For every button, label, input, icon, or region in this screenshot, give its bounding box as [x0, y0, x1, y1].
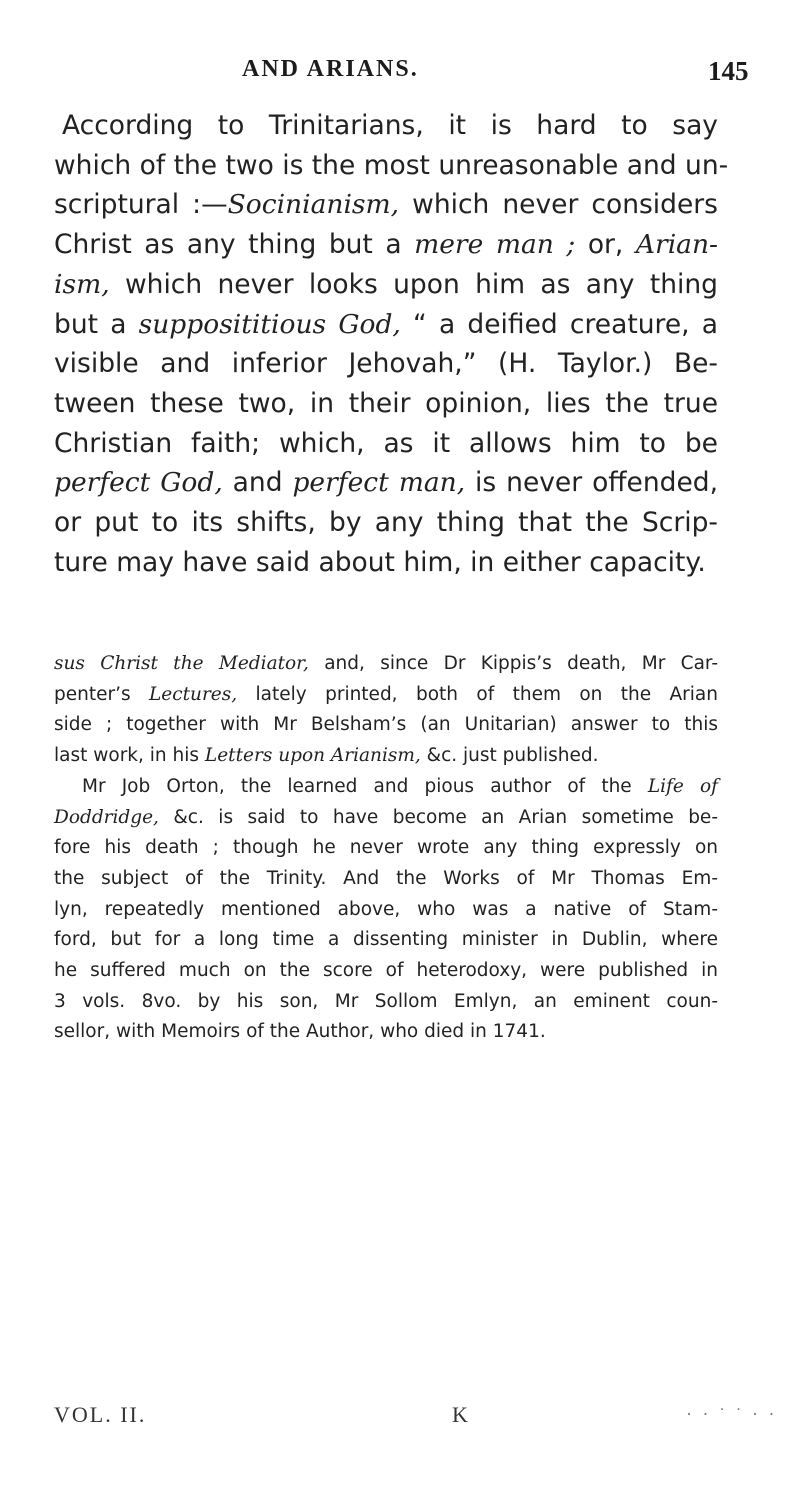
printer-marks: · · ˙ ˙ · · [686, 1404, 778, 1424]
footnote-line: last work, in his Letters upon Arianism, &c. just published. [54, 745, 599, 767]
footnote-line: Doddridge, &c. is said to have become an Arian sometime be- [54, 806, 718, 828]
running-title: AND ARIANS. [242, 56, 419, 82]
footnote-line: he suffered much on the score of heterodoxy, were published in [54, 960, 718, 982]
footnote-line: ford, but for a long time a dissenting minister in Dublin, where [54, 929, 718, 951]
footnote-line: Mr Job Orton, the learned and pious author of the Life of [82, 775, 718, 797]
footnote-line: penter’s Lectures, lately printed, both of them on the Arian [54, 683, 718, 705]
text-line: ture may have said about him, in either capacity. [54, 546, 706, 578]
text-line: According to Trinitarians, it is hard to say [62, 110, 718, 141]
footnote-line: side ; together with Mr Belsham’s (an Unitarian) answer to this [54, 714, 718, 736]
volume-mark: VOL. II. [54, 1402, 147, 1427]
text-line: or put to its shifts, by any thing that the Scrip- [54, 507, 718, 539]
text-line: scriptural :—Socinianism, which never considers [54, 189, 718, 221]
page-number: 145 [708, 56, 749, 86]
footnote-line: the subject of the Trinity. And the Works of Mr Thomas Em- [54, 867, 718, 889]
text-line: visible and inferior Jehovah,” (H. Taylor.) Be- [54, 348, 718, 380]
text-line: Christian faith; which, as it allows him to be [54, 427, 718, 459]
signature-mark: K [452, 1402, 468, 1427]
text-line: which of the two is the most unreasonable and un- [54, 149, 729, 181]
footnote [54, 649, 718, 1048]
footnote-line: sellor, with Memoirs of the Author, who died in 1741. [54, 1021, 546, 1043]
text-line: Christ as any thing but a mere man ; or, Arian- [54, 229, 718, 261]
running-head [0, 56, 800, 92]
main-paragraph [54, 106, 729, 582]
footnote-line: 3 vols. 8vo. by his son, Mr Sollom Emlyn, an eminent coun- [54, 990, 718, 1012]
footnote-line: lyn, repeatedly mentioned above, who was a native of Stam- [54, 898, 718, 920]
text-line: tween these two, in their opinion, lies the true [54, 387, 718, 419]
page-footer [0, 1402, 800, 1432]
text-line: perfect God, and perfect man, is never offended, [54, 467, 719, 499]
footnote-line: fore his death ; though he never wrote any thing expressly on [54, 837, 718, 859]
footnote-line: sus Christ the Mediator, and, since Dr Kippis’s death, Mr Car- [54, 653, 719, 674]
text-line: ism, which never looks upon him as any thing [54, 268, 718, 300]
text-line: but a supposititious God, “ a deified creature, a [54, 308, 718, 340]
